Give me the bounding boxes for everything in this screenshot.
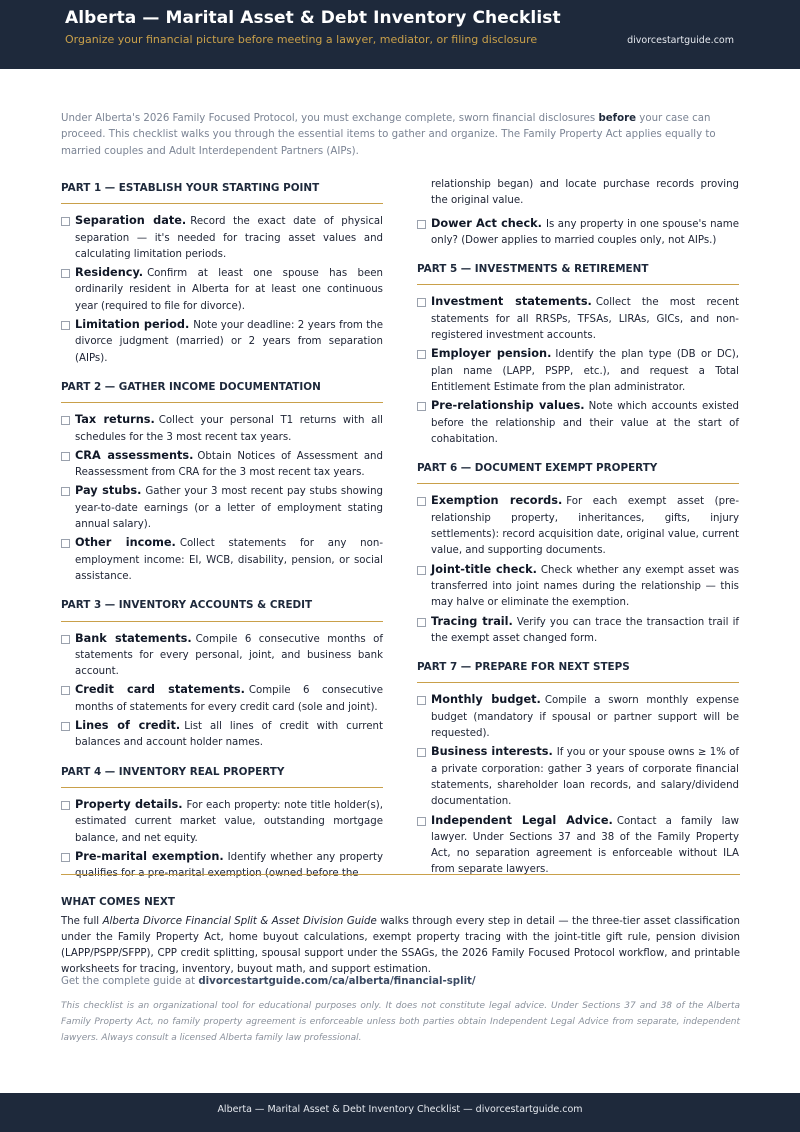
- item-title: Pay stubs.: [75, 484, 142, 498]
- checkbox[interactable]: [61, 487, 70, 496]
- guide-link-line: [61, 976, 476, 987]
- checkbox[interactable]: [61, 853, 70, 862]
- guide-link-prefix: Get the complete guide at: [61, 976, 199, 987]
- checklist-item: [417, 744, 739, 810]
- checklist-item: [417, 398, 739, 448]
- item-title: Bank statements.: [75, 631, 192, 645]
- item-text: Record the exact date of physical separation — it's needed for tracing asset values and calculating limitation periods.: [75, 216, 383, 260]
- checklist-item: [61, 797, 383, 847]
- item-title: Employer pension.: [431, 347, 552, 361]
- item-text: Collect the most recent statements for all RRSPs, TFSAs, LIRAs, GICs, and non-registered investment accounts.: [431, 297, 739, 342]
- checklist-item: [417, 562, 739, 612]
- section-title-part1: PART 1 — ESTABLISH YOUR STARTING POINT: [61, 177, 383, 204]
- intro-text: Under Alberta's 2026 Family Focused Protocol, you must exchange complete, sworn financial disclosures: [61, 113, 599, 124]
- checkbox[interactable]: [417, 402, 426, 411]
- checkbox[interactable]: [417, 497, 426, 506]
- checklist-part1: [61, 213, 383, 367]
- checklist-part6: [417, 493, 739, 647]
- checkbox[interactable]: [61, 539, 70, 548]
- page-title: Alberta — Marital Asset & Debt Inventory Checklist: [65, 8, 561, 28]
- item-text: Collect statements for any non-employment income: EI, WCB, disability, pension, or social assistance.: [75, 538, 384, 582]
- checklist-item: [417, 216, 739, 250]
- checkbox[interactable]: [61, 269, 70, 278]
- checkbox[interactable]: [417, 748, 426, 757]
- section-title-part4: PART 4 — INVENTORY REAL PROPERTY: [61, 761, 383, 788]
- item-text: Note which accounts existed before the relationship and their value at the start of cohabitation.: [431, 401, 739, 445]
- right-column: [417, 177, 739, 888]
- item-title: Credit card statements.: [75, 683, 245, 697]
- checkbox[interactable]: [417, 817, 426, 826]
- item-title: Monthly budget.: [431, 693, 541, 707]
- checklist-item: [61, 412, 383, 446]
- checkbox[interactable]: [417, 696, 426, 705]
- checkbox[interactable]: [61, 635, 70, 644]
- checklist-item: [417, 614, 739, 648]
- page-subtitle: Organize your financial picture before meeting a lawyer, mediator, or filing disclosure: [65, 33, 538, 46]
- checklist-part7: [417, 692, 739, 878]
- guide-name: Alberta Divorce Financial Split & Asset Division Guide: [102, 916, 377, 927]
- section-title-part6: PART 6 — DOCUMENT EXEMPT PROPERTY: [417, 457, 739, 484]
- checkbox[interactable]: [417, 566, 426, 575]
- item-text: For each exempt asset (pre-relationship property, inheritances, gifts, injury settlements): record acquisition date, original value, current value, and supporting documents.: [431, 496, 739, 557]
- item-text: List all lines of credit with current balances and account holder names.: [75, 721, 383, 749]
- item-text: Compile 6 consecutive months of statements for every personal, joint, and business bank account.: [75, 633, 383, 678]
- left-column: [61, 177, 383, 891]
- checkbox[interactable]: [417, 298, 426, 307]
- checklist-part2: [61, 412, 383, 585]
- checkbox[interactable]: [61, 321, 70, 330]
- checklist-part5: [417, 294, 739, 448]
- item-title: Pre-relationship values.: [431, 399, 585, 413]
- checklist-item: [417, 692, 739, 742]
- item-text: Gather your 3 most recent pay stubs showing year-to-date earnings (or a letter of employment stating annual salary).: [75, 486, 383, 531]
- item-text: Identify the plan type (DB or DC), plan name (LAPP, PSPP, etc.), and request a Total Entitlement Estimate from the plan administrator.: [431, 349, 739, 393]
- checklist-item: [61, 213, 383, 263]
- section-title-part2: PART 2 — GATHER INCOME DOCUMENTATION: [61, 376, 383, 403]
- item-text: Compile a sworn monthly expense budget (mandatory if spousal or partner support will be requested).: [431, 695, 739, 740]
- item-text: Obtain Notices of Assessment and Reassessment from CRA for the 3 most recent tax years.: [75, 450, 383, 479]
- intro-paragraph: [61, 111, 740, 160]
- checkbox[interactable]: [61, 217, 70, 226]
- checklist-item: [417, 813, 739, 879]
- item-text: Check whether any exempt asset was transferred into joint names during the relationship — this may halve or eliminate the exemption.: [431, 564, 740, 609]
- item-text: Is any property in one spouse's name only? (Dower applies to married couples only, not AIPs.): [431, 218, 739, 246]
- item-title: Business interests.: [431, 745, 553, 759]
- disclaimer: This checklist is an organizational tool for educational purposes only. It does not constitute legal advice. Under Sections 37 and 38 of the Alberta Family Property Act, no family property agreement is enforceable unless both parties obtain Independent Legal Advice from separate, independent lawyers. Always consult a licensed Alberta family law professional.: [61, 1001, 740, 1043]
- intro-text-rest: your case can proceed. This checklist walks you through the essential items to gather and organize. The Family Property Act applies equally to married couples and Adult Interdependent Partners (AIPs).: [61, 113, 716, 157]
- item-text: Contact a family law lawyer. Under Sections 37 and 38 of the Family Property Act, no separation agreement is enforceable without ILA from separate lawyers.: [431, 815, 739, 876]
- header-domain: divorcestartguide.com: [627, 35, 734, 46]
- next-body-suffix: walks through every step in detail — the three-tier asset classification under the Family Property Act, home buyout calculations, exempt property tracing with the joint-title gift rule, pension division (LAPP/PSPP/SFPP), CPP credit splitting, spousal support under the SSAGs, the 2026 Family Focused Protocol workflow, and printable worksheets for tracing, inventory, buyout math, and support estimation.: [61, 916, 740, 975]
- item-title: Property details.: [75, 797, 183, 811]
- next-body-prefix: The full: [61, 916, 103, 927]
- checkbox[interactable]: [61, 416, 70, 425]
- item-title: Independent Legal Advice.: [431, 813, 613, 827]
- next-steps-title: WHAT COMES NEXT: [61, 896, 175, 908]
- item-text: Confirm at least one spouse has been ordinarily resident in Alberta for at least one continuous year (required to file for divorce).: [75, 268, 383, 312]
- checklist-item: [417, 346, 739, 396]
- item-text: If you or your spouse owns ≥ 1% of a private corporation: gather 3 years of corporate financial statements, shareholder loan records, and salary/dividend documentation.: [431, 747, 740, 808]
- item-title: Separation date.: [75, 214, 187, 228]
- checkbox[interactable]: [61, 722, 70, 731]
- checklist-part4: [61, 797, 383, 882]
- item-text: Note your deadline: 2 years from the divorce judgment (married) or 2 years from separation (AIPs).: [75, 320, 383, 364]
- checkbox[interactable]: [417, 618, 426, 627]
- item-text: Verify you can trace the transaction trail if the exempt asset changed form.: [431, 616, 740, 644]
- checkbox[interactable]: [417, 220, 426, 229]
- item-title: Joint-title check.: [431, 562, 537, 576]
- next-steps-body: [61, 914, 740, 978]
- checklist-item: [61, 849, 383, 883]
- checkbox[interactable]: [61, 452, 70, 461]
- item-title: Residency.: [75, 266, 144, 280]
- checklist-item: [61, 682, 383, 716]
- checklist-item: [61, 265, 383, 315]
- item-title: Exemption records.: [431, 494, 563, 508]
- checklist-part3: [61, 631, 383, 752]
- checklist-item: [61, 718, 383, 752]
- checklist-item: [61, 448, 383, 482]
- item-title: Tax returns.: [75, 413, 155, 427]
- checklist-item: [417, 493, 739, 559]
- item-title: Tracing trail.: [431, 614, 513, 628]
- checklist-item: [61, 483, 383, 533]
- footer-banner: [0, 1093, 800, 1132]
- item-title: Limitation period.: [75, 318, 190, 332]
- section-title-part5: PART 5 — INVESTMENTS & RETIREMENT: [417, 258, 739, 285]
- item-title: Pre-marital exemption.: [75, 849, 224, 863]
- footer-text: Alberta — Marital Asset & Debt Inventory Checklist — divorcestartguide.com: [217, 1104, 583, 1115]
- item-title: Dower Act check.: [431, 216, 542, 230]
- section-divider: [61, 874, 740, 875]
- item-text: Collect your personal T1 returns with all schedules for the 3 most recent tax years.: [75, 415, 383, 443]
- item-text: For each property: note title holder(s), estimated current market value, outstanding mortgage balance, and net equity.: [75, 799, 383, 844]
- checklist-item: [61, 317, 383, 367]
- item-text: Compile 6 consecutive months of statements for every credit card (sole and joint).: [75, 685, 383, 713]
- checklist-part4-continued: [417, 216, 739, 250]
- checklist-item: [417, 294, 739, 344]
- checkbox[interactable]: [417, 350, 426, 359]
- item-text: Identify whether any property qualifies for a pre-marital exemption (owned before the: [75, 851, 383, 880]
- checklist-item: [61, 535, 383, 585]
- guide-link[interactable]: divorcestartguide.com/ca/alberta/financial-split/: [198, 976, 476, 987]
- item-title: Investment statements.: [431, 295, 592, 309]
- item-title: Lines of credit.: [75, 719, 181, 733]
- checklist-item: [61, 631, 383, 681]
- item-title: CRA assessments.: [75, 448, 194, 462]
- header-banner: [0, 0, 800, 69]
- section-title-part7: PART 7 — PREPARE FOR NEXT STEPS: [417, 656, 739, 683]
- item-continued-text: relationship began) and locate purchase records proving the original value.: [431, 179, 739, 207]
- item-title: Other income.: [75, 536, 176, 550]
- intro-bold: before: [598, 113, 637, 124]
- checkbox[interactable]: [61, 801, 70, 810]
- checkbox[interactable]: [61, 686, 70, 695]
- section-title-part3: PART 3 — INVENTORY ACCOUNTS & CREDIT: [61, 594, 383, 621]
